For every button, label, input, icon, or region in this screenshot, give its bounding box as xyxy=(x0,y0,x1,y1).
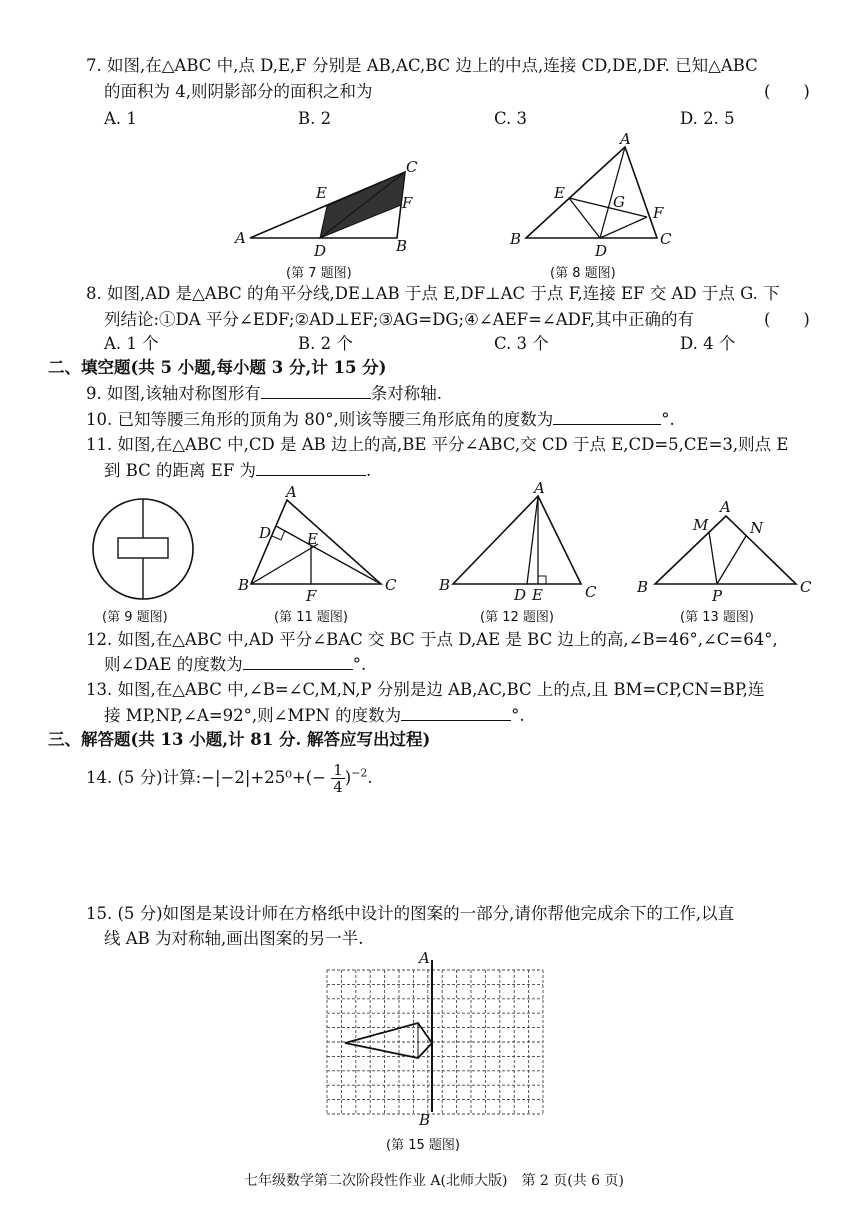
fig11-caption: (第 11 题图) xyxy=(274,610,348,625)
q12-line1: 12. 如图,在△ABC 中,AD 平分∠BAC 交 BC 于点 D,AE 是 BC 边上的高,∠B=46°,∠C=64°, xyxy=(86,630,778,649)
q8-option-a: A. 1 个 xyxy=(104,334,159,353)
fig8-label-g: G xyxy=(613,193,625,211)
q8-option-c: C. 3 个 xyxy=(494,334,549,353)
fig8-label-c: C xyxy=(660,230,672,248)
q10-pre: 10. 已知等腰三角形的顶角为 80°,则该等腰三角形底角的度数为 xyxy=(86,410,554,429)
fig15-label-b: B xyxy=(419,1111,431,1129)
q9-post: 条对称轴. xyxy=(370,384,442,403)
page-footer: 七年级数学第二次阶段性作业 A(北师大版) 第 2 页(共 6 页) xyxy=(243,1173,625,1189)
q8-line2: 列结论:①DA 平分∠EDF;②AD⊥EF;③AG=DG;④∠AEF=∠ADF,其中正确的有 xyxy=(104,310,695,329)
fig15-pattern xyxy=(345,1023,432,1058)
fig7-label-f: F xyxy=(402,194,413,212)
fig11-label-c: C xyxy=(385,576,397,594)
q14-tail: ) xyxy=(344,768,352,787)
fig7-label-e: E xyxy=(316,184,327,202)
q7-option-a: A. 1 xyxy=(104,109,137,128)
fig13-label-m: M xyxy=(693,516,709,534)
q10-post: °. xyxy=(661,410,675,429)
fig9-caption: (第 9 题图) xyxy=(102,610,168,625)
q7-line1: 7. 如图,在△ABC 中,点 D,E,F 分别是 AB,AC,BC 边上的中点,连接 CD,DE,DF. 已知△ABC xyxy=(86,56,758,75)
fig13-label-c: C xyxy=(800,578,812,596)
fig11-label-f: F xyxy=(306,587,317,605)
fig8-label-f: F xyxy=(653,204,664,222)
q14-numerator: 1 xyxy=(333,761,343,779)
q14-end: . xyxy=(367,768,373,787)
q14-denominator: 4 xyxy=(333,778,343,796)
q13-pre: 接 MP,NP,∠A=92°,则∠MPN 的度数为 xyxy=(104,706,402,725)
q12-pre: 则∠DAE 的度数为 xyxy=(104,655,243,674)
fig11-label-b: B xyxy=(238,576,250,594)
section-3-heading: 三、解答题(共 13 小题,计 81 分. 解答应写出过程) xyxy=(48,730,431,749)
q14-exponent: −2 xyxy=(351,766,368,780)
fig12-label-a: A xyxy=(534,479,545,497)
fig7-caption: (第 7 题图) xyxy=(286,266,352,281)
fig7-label-b: B xyxy=(396,237,408,255)
q7-option-d: D. 2. 5 xyxy=(680,109,735,128)
q8-option-d: D. 4 个 xyxy=(680,334,736,353)
q15-line1: 15. (5 分)如图是某设计师在方格纸中设计的图案的一部分,请你帮他完成余下的工作,以直 xyxy=(86,904,735,923)
q13-post: °. xyxy=(511,706,525,725)
fig15-caption: (第 15 题图) xyxy=(386,1138,460,1153)
fig13-label-a: A xyxy=(720,498,731,516)
q9-pre: 9. 如图,该轴对称图形有 xyxy=(86,384,261,403)
q14-text: 14. (5 分)计算:−|−2|+25⁰+(− xyxy=(86,768,326,787)
q13-line1: 13. 如图,在△ABC 中,∠B=∠C,M,N,P 分别是边 AB,AC,BC 上的点,且 BM=CP,CN=BP,连 xyxy=(86,680,765,699)
q11-pre: 到 BC 的距离 EF 为 xyxy=(104,461,257,480)
section-2-heading: 二、填空题(共 5 小题,每小题 3 分,计 15 分) xyxy=(48,358,387,377)
fig11-label-a: A xyxy=(286,483,297,501)
fig13-label-n: N xyxy=(750,519,764,537)
fig13-caption: (第 13 题图) xyxy=(680,610,754,625)
fig12-label-c: C xyxy=(585,583,597,601)
q11-post: . xyxy=(366,461,372,480)
fig13-label-p: P xyxy=(712,587,723,605)
q8-option-b: B. 2 个 xyxy=(298,334,353,353)
q8-paren: ( ) xyxy=(764,310,810,329)
q8-line1: 8. 如图,AD 是△ABC 的角平分线,DE⊥AB 于点 E,DF⊥AC 于点 F,连接 EF 交 AD 于点 G. 下 xyxy=(86,284,780,303)
q12-post: °. xyxy=(352,655,367,674)
fig11-label-e: E xyxy=(307,530,318,548)
fig8-caption: (第 8 题图) xyxy=(550,266,616,281)
fig12-caption: (第 12 题图) xyxy=(480,610,554,625)
fig7-label-d: D xyxy=(314,242,327,260)
fig11-label-d: D xyxy=(259,524,272,542)
fig8-label-a: A xyxy=(620,130,631,148)
fig8-label-d: D xyxy=(595,242,608,260)
fig13-label-b: B xyxy=(637,578,649,596)
q7-option-b: B. 2 xyxy=(298,109,332,128)
q7-paren: ( ) xyxy=(764,82,810,101)
q11-line1: 11. 如图,在△ABC 中,CD 是 AB 边上的高,BE 平分∠ABC,交 CD 于点 E,CD=5,CE=3,则点 E xyxy=(86,435,789,454)
q7-option-c: C. 3 xyxy=(494,109,528,128)
fig12-label-b: B xyxy=(439,576,451,594)
fig7-label-a: A xyxy=(235,229,246,247)
fig12-label-d: D xyxy=(514,586,527,604)
fig8-label-b: B xyxy=(510,230,522,248)
q7-line2: 的面积为 4,则阴影部分的面积之和为 xyxy=(104,82,373,101)
fig15-label-a: A xyxy=(419,949,430,967)
q15-line2: 线 AB 为对称轴,画出图案的另一半. xyxy=(104,929,364,948)
fig8-label-e: E xyxy=(554,184,565,202)
fig15-grid-lines xyxy=(327,970,543,1114)
fig12-label-e: E xyxy=(532,586,543,604)
fig7-label-c: C xyxy=(406,158,418,176)
